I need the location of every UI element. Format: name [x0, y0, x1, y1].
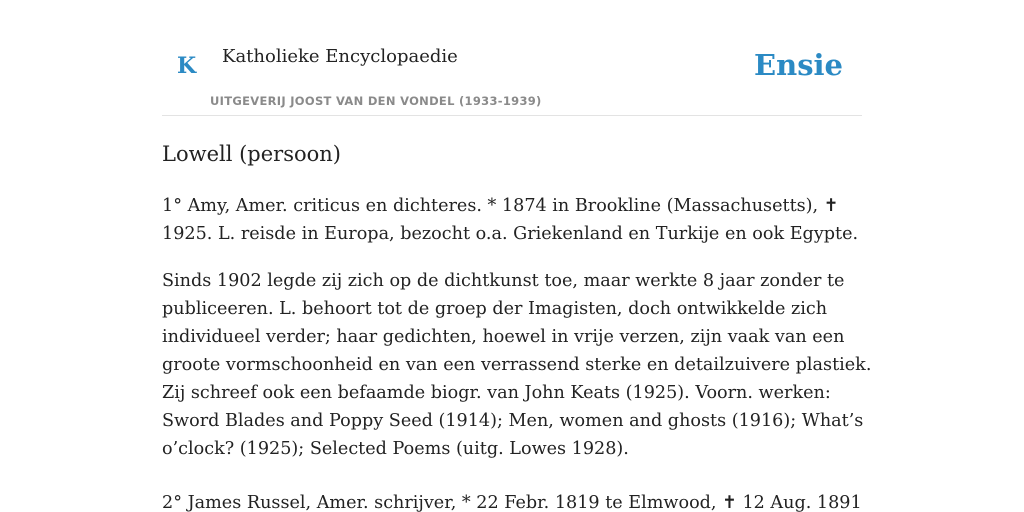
site-header: [162, 0, 862, 116]
article-paragraph: 2° James Russel, Amer. schrijver, * 22 Febr. 1819 te Elmwood, ✝ 12 Aug. 1891: [162, 493, 862, 512]
article-paragraph: Sinds 1902 legde zij zich op de dichtkunst toe, maar werkte 8 jaar zonder te publiceeren. L. behoort tot de groep der Imagisten, doch ontwikkelde zich individueel verder; haar gedichten, hoewel in vrije verzen, zijn vaak van een groote vormschoonheid en van een verrassend sterke en detailzuivere plastiek. Zij schreef ook een befaamde biogr. van John Keats (1925). Voorn. werken: Sword Blades and Poppy Seed (1914); Men, women and ghosts (1916); What’s o’clock? (1925); Selected Poems (uitg. Lowes 1928).: [162, 271, 872, 459]
site-title-link[interactable]: Katholieke Encyclopaedie: [222, 46, 458, 67]
article-title: Lowell (persoon): [162, 142, 341, 166]
article-paragraph: 1° Amy, Amer. criticus en dichteres. * 1874 in Brookline (Massachusetts), ✝ 1925. L. reisde in Europa, bezocht o.a. Griekenland en Turkije en ook Egypte.: [162, 196, 859, 244]
ensie-logo-link[interactable]: Ensie: [754, 48, 843, 82]
logo-k-icon[interactable]: K: [177, 53, 197, 79]
publisher-label: UITGEVERIJ JOOST VAN DEN VONDEL (1933-1939): [210, 94, 542, 108]
article: [162, 138, 872, 512]
